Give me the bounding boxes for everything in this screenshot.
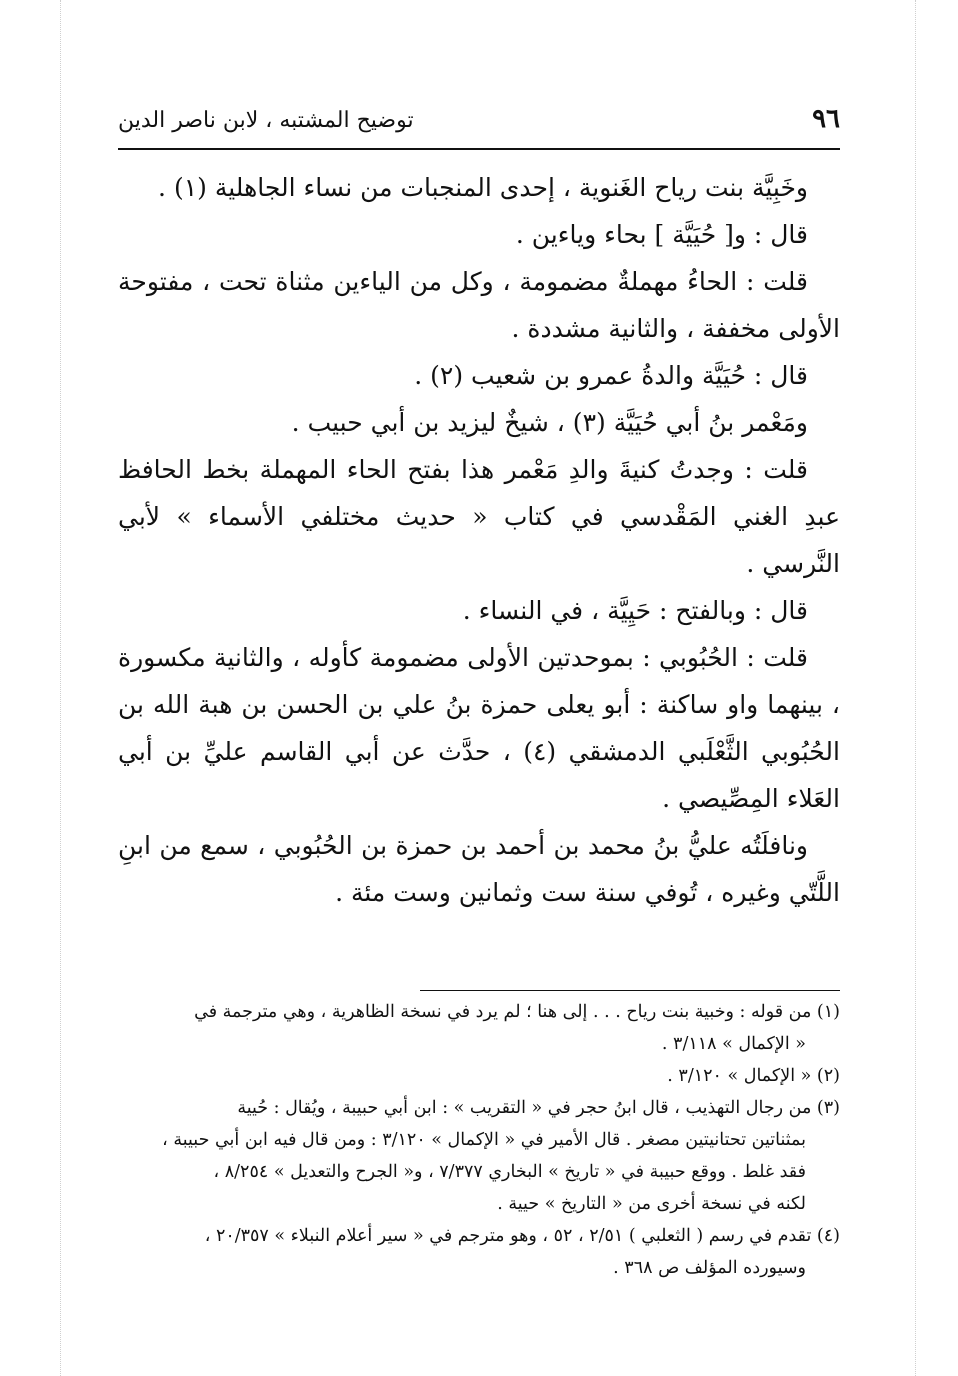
paragraph: قلت : وجدتُ كنيةَ والدِ مَعْمر هذا بفتح الحاء المهملة بخط الحافظ عبدِ الغني المَقْدسي في كتاب « حديث مختلفي الأسماء » لأبي النَّرسي . [118,455,840,578]
paragraph: وخَبِيَّة بنت رياح الغَنوية ، إحدى المنجبات من نساء الجاهلية (١) . [158,173,808,202]
footnote-4: (٤) تقدم في رسم ( الثعلبي ) ٢/٥١ ، ٥٢ ، وهو مترجم في « سير أعلام النبلاء » ٢٠/٣٥٧ ، [204,1226,840,1246]
paragraph: قلت : الحُبُوبي : بموحدتين الأولى مضمومة كأوله ، والثانية مكسورة ، بينهما واو ساكنة : أبو يعلى حمزة بنُ علي بن الحسن بن هبة الله بن الحُبُوبي الثَّعْلَبي الدمشقي (٤) ، حدَّث عن أبي القاسم عليِّ بن أبي العَلاء المِصِّيصي . [118,643,840,813]
paragraph: قال : و[ حُيَيَّة ] بحاء وياءين . [515,220,808,249]
footnote-1-continued: « الإكمال » ٣/١١٨ . [661,1034,806,1054]
main-text [118,164,840,916]
footnote-3-continued: بمثناتين تحتانيتين مصغر . قال الأمير في « الإكمال » ٣/١٢٠ : ومن قال فيه ابن أبي حبيبة ، [162,1130,806,1150]
footnote-4-continued: وسيورده المؤلف ص ٣٦٨ . [613,1258,806,1278]
header-rule [118,148,840,150]
footnotes [118,996,840,1284]
footnote-3-continued: لكنه في نسخة أخرى من « التاريخ » حيية . [497,1194,806,1214]
footnote-3: (٣) من رجال التهذيب ، قال ابنُ حجر في « التقريب » : ابن أبي حبيبة ، ويُقال : حُيية [237,1098,840,1118]
footnote-rule [420,990,840,991]
footnote-3-continued: فقد غلط . ووقع حبيبة في « تاريخ » البخاري ٧/٣٧٧ ، و« الجرح والتعديل » ٨/٢٥٤ ، [213,1162,806,1182]
running-title: توضيح المشتبه ، لابن ناصر الدين [118,108,414,133]
footnote-2: (٢) « الإكمال » ٣/١٢٠ . [667,1066,840,1086]
paragraph: قلت : الحاءُ مهملةٌ مضمومة ، وكل من الياءين مثناة تحت ، مفتوحة الأولى مخففة ، والثانية مشددة . [118,267,840,343]
paragraph: ومَعْمر بنُ أبي حُيَيَّة (٣) ، شيخٌ ليزيد بن أبي حبيب . [291,408,808,437]
paragraph: قال : حُيَيَّة والدةُ عمرو بن شعيب (٢) . [414,361,808,390]
footnote-1: (١) من قوله : وخبية بنت رياح . . . إلى هنا ؛ لم يرد في نسخة الظاهرية ، وهي مترجمة في [194,1002,840,1022]
paragraph: ونافلَتُه عليُّ بنُ محمد بن أحمد بن حمزة بن الحُبُوبي ، سمع من ابنِ اللَّتّي وغيره ، تُوفي سنة ست وثمانين وست مئة . [118,831,840,907]
page-header [118,100,840,142]
scan-edge-artifact [915,0,917,1376]
scan-edge-artifact [60,0,62,1376]
page-number: ٩٦ [812,104,840,134]
paragraph: قال : وبالفتح : حَيِيَّة ، في النساء . [462,596,808,625]
